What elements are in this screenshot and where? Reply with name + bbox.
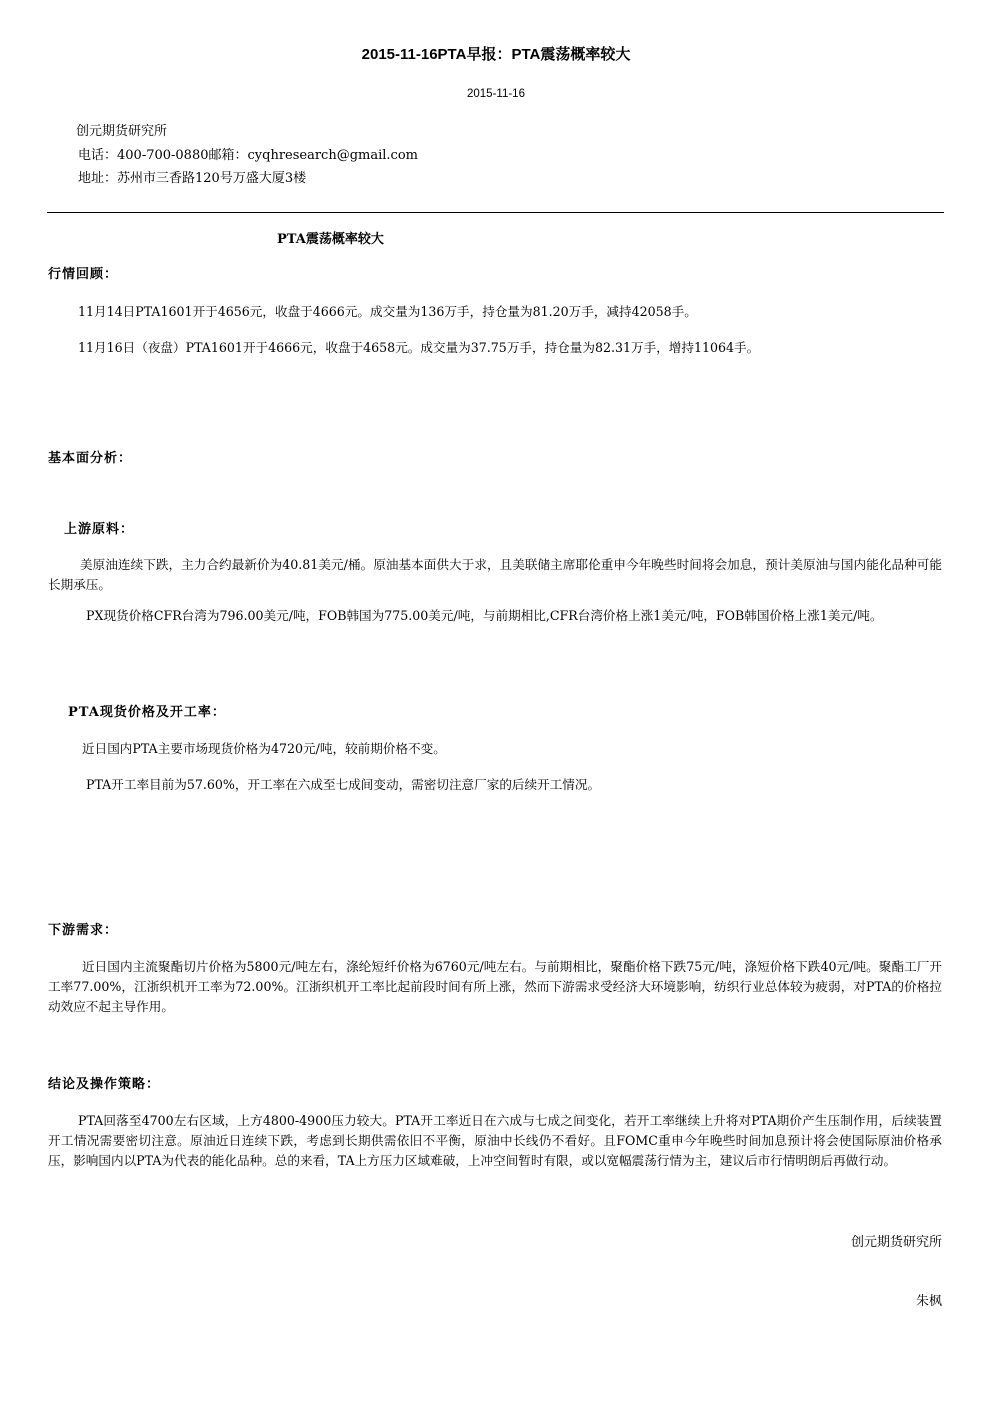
upstream-paragraph-2: PX现货价格CFR台湾为796.00美元/吨，FOB韩国为775.00美元/吨，与前期相比,CFR台湾价格上涨1美元/吨，FOB韩国价格上涨1美元/吨。 xyxy=(86,608,883,623)
downstream-paragraph-1: 近日国内主流聚酯切片价格为5800元/吨左右，涤纶短纤价格为6760元/吨左右。与前期相比，聚酯价格下跌75元/吨，涤短价格下跌40元/吨。聚酯工厂开工率77.00%，江浙织机开工率为72.00%。江浙织机开工率比起前段时间有所上涨，然而下游需求受经济大环境影响，纺织行业总体较为疲弱，对PTA的价格拉动效应不起主导作用。 xyxy=(48,959,942,1014)
upstream-paragraph-1: 美原油连续下跌，主力合约最新价为40.81美元/桶。原油基本面供大于求，且美联储主席耶伦重申今年晚些时间将会加息，预计美原油与国内能化品种可能长期承压。 xyxy=(48,557,942,592)
signature-author: 朱枫 xyxy=(915,1294,942,1309)
spot-paragraph-1: 近日国内PTA主要市场现货价格为4720元/吨，较前期价格不变。 xyxy=(82,741,446,756)
report-subtitle: PTA震荡概率较大 xyxy=(277,232,384,247)
contact-org: 创元期货研究所 xyxy=(76,124,168,139)
report-date: 2015-11-16 xyxy=(467,88,525,100)
section-heading-conclusion: 结论及操作策略： xyxy=(48,1077,161,1092)
section-heading-market-review: 行情回顾： xyxy=(48,267,119,282)
section-heading-fundamentals: 基本面分析： xyxy=(48,451,133,466)
conclusion-paragraph-1: PTA回落至4700左右区域，上方4800-4900压力较大。PTA开工率近日在六成与七成之间变化，若开工率继续上升将对PTA期价产生压制作用，后续装置开工情况需要密切注意。原油近日连续下跌，考虑到长期供需依旧不平衡，原油中长线仍不看好。且FOMC重申今年晚些时间加息预计将会使国际原油价格承压，影响国内以PTA为代表的能化品种。总的来看，TA上方压力区域难破，上冲空间暂时有限，或以宽幅震荡行情为主，建议后市行情明朗后再做行动。 xyxy=(48,1113,942,1168)
contact-phone-email: 电话：400-700-0880邮箱：cyqhresearch@gmail.com xyxy=(78,148,418,163)
report-title: 2015-11-16PTA早报：PTA震荡概率较大 xyxy=(361,46,631,63)
section-heading-downstream: 下游需求： xyxy=(48,923,119,938)
market-review-paragraph-1: 11月14日PTA1601开于4656元，收盘于4666元。成交量为136万手，持仓量为81.20万手，减持42058手。 xyxy=(78,304,697,319)
contact-address: 地址：苏州市三香路120号万盛大厦3楼 xyxy=(78,171,307,186)
market-review-paragraph-2: 11月16日（夜盘）PTA1601开于4666元，收盘于4658元。成交量为37.75万手，持仓量为82.31万手，增持11064手。 xyxy=(78,340,760,355)
signature-org: 创元期货研究所 xyxy=(850,1235,942,1250)
section-heading-upstream: 上游原料： xyxy=(64,522,135,537)
spot-paragraph-2: PTA开工率目前为57.60%，开工率在六成至七成间变动，需密切注意厂家的后续开工情况。 xyxy=(86,777,601,792)
section-heading-pta-spot: PTA现货价格及开工率： xyxy=(68,705,226,720)
header-divider xyxy=(47,212,944,213)
